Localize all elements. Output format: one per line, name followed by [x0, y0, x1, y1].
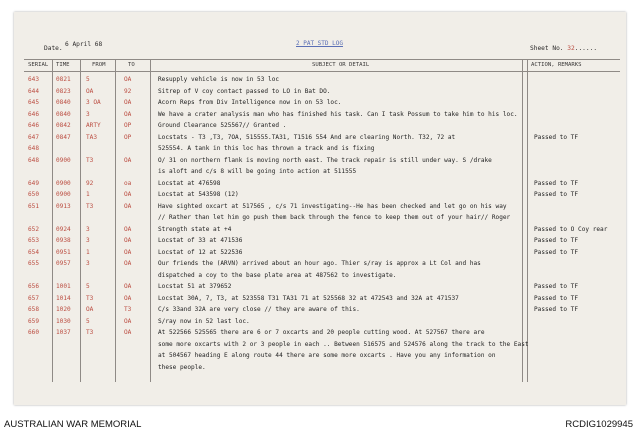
subject-cell: Acorn Reps from Div Intelligence now in on 53 loc.	[158, 99, 342, 106]
log-row	[14, 191, 626, 202]
from-cell: 92	[86, 179, 94, 187]
to-cell: OA	[124, 283, 132, 290]
header-bottom-rule	[24, 71, 620, 72]
time-cell: 0900	[56, 156, 71, 164]
column-header-time: TIME	[56, 62, 70, 68]
action-cell: Passed to TF	[534, 306, 579, 313]
to-cell: OA	[124, 237, 132, 244]
from-cell: 3 OA	[86, 99, 101, 106]
from-cell: 5	[86, 317, 90, 325]
document-id: RCDIG1029945	[565, 419, 633, 430]
from-cell: 3	[86, 260, 90, 267]
log-row	[14, 260, 626, 271]
log-row	[14, 134, 626, 145]
action-cell: Passed to TF	[534, 179, 579, 187]
subject-cell: Locstats - T3 ,T3, 7OA, 515555.TA31, T1516 554 And are clearing North. T32, 72 at	[158, 133, 456, 141]
log-row	[14, 111, 626, 122]
to-cell: OA	[124, 329, 132, 336]
time-cell: 0847	[56, 133, 71, 141]
time-cell: 0842	[56, 122, 71, 129]
sheet-label: Sheet No.	[530, 45, 564, 52]
serial-cell: 645	[28, 99, 40, 106]
time-cell: 0957	[56, 260, 71, 267]
header-top-rule	[24, 59, 620, 60]
log-row	[14, 203, 626, 214]
column-header-action: ACTION, REMARKS	[531, 62, 582, 68]
to-cell: OA	[124, 99, 132, 106]
serial-cell: 658	[28, 306, 40, 313]
sheet-number	[530, 45, 597, 52]
log-row	[14, 168, 626, 179]
from-cell: 5	[86, 76, 90, 83]
time-cell: 0951	[56, 248, 71, 256]
serial-cell: 659	[28, 317, 40, 325]
subject-cell: Resupply vehicle is now in 53 loc	[158, 76, 280, 83]
subject-cell: 525554. A tank in this loc has thrown a track and is fixing	[158, 145, 375, 152]
time-cell: 0924	[56, 225, 71, 233]
time-cell: 0840	[56, 110, 71, 118]
serial-cell: 656	[28, 283, 40, 290]
log-row	[14, 295, 626, 306]
log-row	[14, 226, 626, 237]
log-row	[14, 214, 626, 225]
to-cell: oa	[124, 179, 132, 187]
from-cell: T3	[86, 156, 94, 164]
subject-cell: Locstat 51 at 379652	[158, 283, 232, 290]
to-cell: OP	[124, 122, 132, 129]
subject-cell: Our friends the (ARVN) arrived about an hour ago. Thier s/ray is approx a Lt Col and has	[158, 260, 481, 267]
sheet-no-value: 32	[567, 45, 575, 52]
to-cell: T3	[124, 306, 132, 313]
log-row	[14, 283, 626, 294]
from-cell: 3	[86, 110, 90, 118]
serial-cell: 647	[28, 133, 40, 141]
from-cell: T3	[86, 294, 94, 302]
log-row	[14, 122, 626, 133]
log-row	[14, 306, 626, 317]
subject-cell: We have a crater analysis man who has finished his task. Can I task Possum to take him to his loc.	[158, 110, 518, 118]
action-cell: Passed to TF	[534, 237, 579, 244]
action-cell: Passed to TF	[534, 248, 579, 256]
action-cell: Passed to TF	[534, 191, 579, 198]
from-cell: T3	[86, 329, 94, 336]
serial-cell: 644	[28, 87, 40, 95]
from-cell: OA	[86, 87, 94, 95]
column-header-subject: SUBJECT OR DETAIL	[312, 62, 370, 68]
to-cell: OA	[124, 260, 132, 267]
column-header-from: FROM	[92, 62, 106, 68]
subject-cell: C/s 33and 32A are very close // they are aware of this.	[158, 306, 360, 313]
to-cell: OA	[124, 294, 132, 302]
time-cell: 0900	[56, 191, 71, 198]
log-title: 2 PAT STD LOG	[296, 40, 343, 47]
log-row	[14, 318, 626, 329]
subject-cell: At 522566 525565 there are 6 or 7 oxcarts and 20 people cutting wood. At 527567 there are	[158, 329, 485, 336]
to-cell: OA	[124, 110, 132, 118]
time-cell: 0821	[56, 76, 71, 83]
from-cell: OA	[86, 306, 94, 313]
subject-cell: // Rather than let him go push them back through the fence to keep them out of your hair// Roger	[158, 214, 511, 221]
time-cell: 1020	[56, 306, 71, 313]
column-header-to: TO	[128, 62, 135, 68]
from-cell: 3	[86, 237, 90, 244]
log-row	[14, 237, 626, 248]
action-cell: Passed to TF	[534, 283, 579, 290]
serial-cell: 655	[28, 260, 40, 267]
time-cell: 0913	[56, 202, 71, 210]
to-cell: OA	[124, 156, 132, 164]
log-row	[14, 145, 626, 156]
serial-cell: 648	[28, 145, 40, 152]
subject-cell: Strength state at +4	[158, 225, 232, 233]
serial-cell: 648	[28, 156, 40, 164]
to-cell: OA	[124, 317, 132, 325]
log-row	[14, 329, 626, 340]
to-cell: OP	[124, 133, 132, 141]
from-cell: 3	[86, 225, 90, 233]
time-cell: 0840	[56, 99, 71, 106]
to-cell: OA	[124, 76, 132, 83]
archive-credit: AUSTRALIAN WAR MEMORIAL	[4, 419, 142, 430]
to-cell: OA	[124, 191, 132, 198]
from-cell: T3	[86, 202, 94, 210]
time-cell: 0938	[56, 237, 71, 244]
to-cell: OA	[124, 202, 132, 210]
date-label: Date.	[44, 45, 63, 52]
log-row	[14, 341, 626, 352]
action-cell: Passed to TF	[534, 294, 579, 302]
serial-cell: 650	[28, 191, 40, 198]
time-cell: 1037	[56, 329, 71, 336]
log-row	[14, 364, 626, 375]
subject-cell: some more oxcarts with 2 or 3 people in each .. Between 516575 and 524576 along the track to the East	[158, 340, 529, 348]
log-row	[14, 249, 626, 260]
serial-cell: 646	[28, 110, 40, 118]
log-row	[14, 352, 626, 363]
subject-cell: Ground Clearance 525567// Granted .	[158, 122, 287, 129]
subject-cell: O/ 31 on northern flank is moving north east. The track repair is still under way. S /drake	[158, 156, 492, 164]
from-cell: ARTY	[86, 122, 101, 129]
serial-cell: 652	[28, 225, 40, 233]
subject-cell: Sitrep of V coy contact passed to LO in Bat DO.	[158, 87, 331, 95]
serial-cell: 643	[28, 76, 40, 83]
subject-cell: Locstat of 33 at 471536	[158, 237, 243, 244]
subject-cell: Locstat at 543598 (12)	[158, 191, 239, 198]
log-row	[14, 272, 626, 283]
serial-cell: 653	[28, 237, 40, 244]
action-cell: Passed to O Coy rear	[534, 225, 608, 233]
subject-cell: Locstat 30A, 7, T3, at 523558 T31 TA31 71 at 525568 32 at 472543 and 32A at 471537	[158, 294, 459, 302]
subject-cell: Locstat of 12 at 522536	[158, 248, 243, 256]
date-value: 6 April 68	[65, 41, 103, 48]
time-cell: 0823	[56, 87, 71, 95]
subject-cell: Have sighted oxcart at 517565 , c/s 71 investigating--He has been checked and let go on his way	[158, 202, 507, 210]
serial-cell: 657	[28, 294, 40, 302]
time-cell: 1014	[56, 294, 71, 302]
subject-cell: S/ray now in 52 last loc.	[158, 317, 250, 325]
log-row	[14, 88, 626, 99]
subject-cell: is aloft and c/s 8 will be going into action at 511555	[158, 168, 357, 175]
subject-cell: dispatched a coy to the base plate area at 487562 to investigate.	[158, 271, 397, 279]
time-cell: 1001	[56, 283, 71, 290]
from-cell: 1	[86, 248, 90, 256]
column-header-serial: SERIAL	[28, 62, 49, 68]
log-row	[14, 157, 626, 168]
time-cell: 1030	[56, 317, 71, 325]
action-cell: Passed to TF	[534, 133, 579, 141]
serial-cell: 654	[28, 248, 40, 256]
serial-cell: 660	[28, 329, 40, 336]
subject-cell: these people.	[158, 363, 206, 371]
subject-cell: Locstat at 476598	[158, 179, 221, 187]
log-row	[14, 99, 626, 110]
to-cell: 92	[124, 87, 132, 95]
from-cell: TA3	[86, 133, 98, 141]
to-cell: OA	[124, 248, 132, 256]
sheet-dots: ......	[574, 45, 598, 52]
log-sheet	[14, 12, 626, 405]
serial-cell: 651	[28, 202, 40, 210]
from-cell: 1	[86, 191, 90, 198]
subject-cell: at 504567 heading E along route 44 there are some more oxcarts . Have you any information on	[158, 352, 496, 359]
time-cell: 0900	[56, 179, 71, 187]
log-row	[14, 76, 626, 87]
to-cell: OA	[124, 225, 132, 233]
serial-cell: 646	[28, 122, 40, 129]
log-row	[14, 180, 626, 191]
serial-cell: 649	[28, 179, 40, 187]
from-cell: 5	[86, 283, 90, 290]
